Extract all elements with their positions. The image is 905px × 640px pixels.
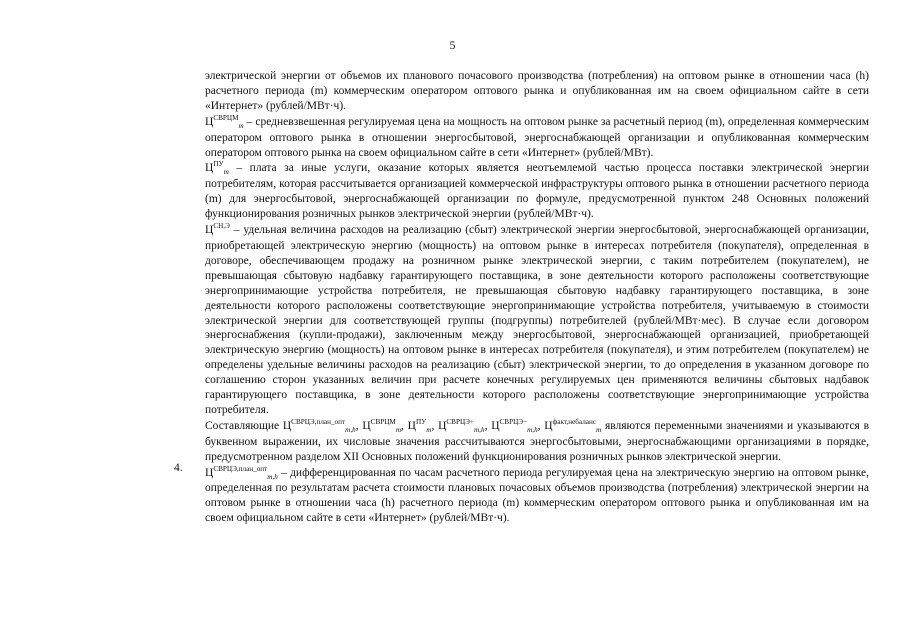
- paragraph-svrcm: [205, 115, 869, 161]
- formula-symbol: $Ц^{СВРЦЭ,план\_опт}_{m,h}$: [205, 464, 278, 481]
- paragraph-item-4: Составляющие $Ц^{СВРЦЭ,план\_опт}_{m,h}$, $Ц^{СВРЦМ}_m$, $Ц^{ПУ}_m$, $Ц^{СВРЦЭ+}_{m,h}$, $Ц^{СВРЦЭ-}_{m,h}$, $Ц^{факт,небаланс}_m$ являются переменными значениями и указываются в буквенном выражении, их числовые значения рассчитываются энергосбытовыми, энергоснабжающими организациями в порядке, предусмотренном разделом XII Основных положений функционирования розничных рынков электрической энергии.: [205, 417, 870, 463]
- document-body: [205, 69, 869, 526]
- formula-symbol: $Ц^{СВРЦЭ,план\_опт}_{m,h}$: [282, 417, 356, 434]
- paragraph-lead: Составляющие: [205, 419, 283, 432]
- formula-symbol: $Ц^{СН,Э}$: [205, 222, 230, 237]
- formula-symbol: $Ц^{СВРЦЭ+}_{m,h}$: [438, 417, 485, 434]
- paragraph-pu: [205, 161, 869, 222]
- paragraph-text: – плата за иные услуги, оказание которых является неотъемлемой частью процесса поставки электрической энергии потребителям, которая рассчитывается организацией коммерческой инфраструктуры оптового рынка в отношении расчетного периода (m) для энергосбытовой, энергоснабжающей организации по формуле, предусмотренной пунктом 248 Основных положений функционирования розничных рынков электрической энергии (рублей/МВт·ч).: [205, 162, 869, 221]
- page-number: 5: [449, 38, 456, 52]
- paragraph-text: – средневзвешенная регулируемая цена на мощность на оптовом рынке за расчетный период (m), определенная коммерческим оператором оптового рынка в отношении энергосбытовой, энергоснабжающей организации и опубликованная коммерческим оператором оптового рынка на своем официальном сайте в сети «Интернет» (рублей/МВт).: [205, 115, 869, 159]
- paragraph-text: – дифференцированная по часам расчетного периода регулируемая цена на электрическую энергию на оптовом рынке, определенная по результатам расчета стоимости плановых почасовых объемов производства (потребления) электрической энергии на оптовом рынке в отношении часа (h) расчетного периода (m) коммерческим оператором оптового рынка и опубликованная им на своем официальном сайте в сети «Интернет» (рублей/МВт·ч).: [205, 466, 869, 525]
- formula-symbol: $Ц^{факт,небаланс}_m$: [544, 417, 602, 434]
- formula-symbol: $Ц^{ПУ}_m$: [407, 417, 432, 434]
- formula-symbol: $Ц^{СВРЦМ}_m$: [362, 417, 402, 434]
- paragraph-continuation: электрической энергии от объемов их планового почасового производства (потребления) на оптовом рынке в отношении часа (h) расчетного периода (m) коммерческим оператором оптового рынка и опубликованная им на своем официальном сайте в сети «Интернет» (рублей/МВт·ч).: [205, 70, 869, 112]
- paragraph-text: – удельная величина расходов на реализацию (сбыт) электрической энергии энергосбытовой, энергоснабжающей организации, приобретающей электрическую энергию (мощность) на оптовом рынке в интересах потребителя (покупателя), определенная в договоре, обеспечивающем продажу на розничном рынке электрической энергии, с таким потребителем (покупателем), не превышающая сбытовую надбавку гарантирующего поставщика, в зоне деятельности которого расположены соответствующие энергопринимающие устройства потребителя, не превышающая сбытовую надбавку гарантирующего поставщика, в зоне деятельности которого расположены соответствующие энергопринимающие устройства потребителя, учитываемую в стоимости электрической энергии для соответствующей группы (подгруппы) потребителей (рублей/МВт·мес). В случае если договором энергоснабжения (купли-продажи), заключенным между энергосбытовой, энергоснабжающей организацией, приобретающей электрическую энергию (мощность) на оптовом рынке в интересах потребителя (покупателя), и этим потребителем (покупателем) не определены удельные величины расходов на реализацию (сбыт) электрической энергии, то до определения в указанном договоре по соглашению сторон указанных величин при расчете конечных регулируемых цен применяются величины сбытовых надбавок гарантирующего поставщика, в зоне деятельности которого расположены соответствующие энергопринимающие устройства потребителя.: [205, 224, 869, 416]
- paragraph-sn-e: [205, 223, 869, 418]
- item-number-4: 4.: [174, 462, 183, 474]
- formula-symbol: $Ц^{ПУ}_m$: [205, 160, 229, 177]
- formula-symbol: $Ц^{СВРЦЭ-}_{m,h}$: [491, 417, 538, 434]
- paragraph-svrce-plan: [205, 466, 869, 527]
- paragraph-text: являются переменными значениями и указываются в буквенном выражении, их числовые значения рассчитываются энергосбытовыми, энергоснабжающими организациями в порядке, предусмотренном разделом XII Основных положений функционирования розничных рынков электрической энергии.: [205, 419, 870, 463]
- formula-symbol: $Ц^{СВРЦМ}_m$: [205, 113, 244, 130]
